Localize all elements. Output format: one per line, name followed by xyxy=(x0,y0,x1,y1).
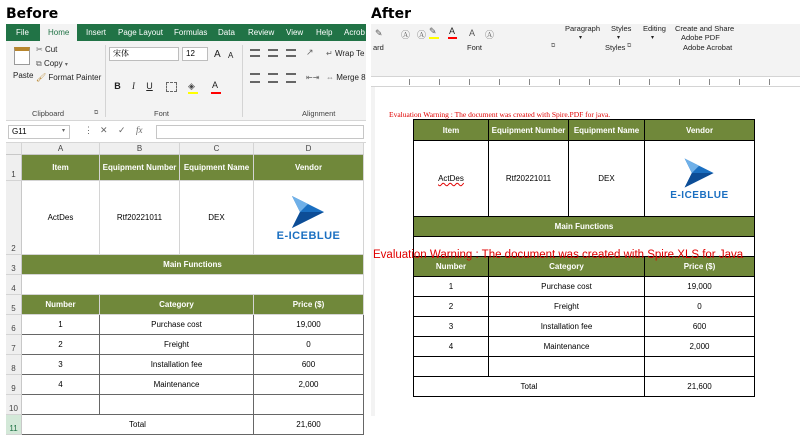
align-center-icon[interactable] xyxy=(268,73,278,83)
clipboard-group-label: ard xyxy=(373,43,384,52)
header-cell-vendor[interactable]: Vendor xyxy=(254,155,364,181)
column-header-d[interactable]: D xyxy=(254,143,364,155)
empty-cell-row10[interactable] xyxy=(254,395,364,415)
chevron-down-icon: ▾ xyxy=(579,35,583,41)
dialog-launcher-icon[interactable]: ⧉ xyxy=(627,43,632,49)
font-color-bar xyxy=(211,92,221,94)
cell-vendor-logo[interactable] xyxy=(254,181,364,255)
empty-cell[interactable] xyxy=(489,357,645,377)
cell-category[interactable]: Installation fee xyxy=(489,317,645,337)
shrink-font-button[interactable]: A xyxy=(228,51,234,60)
cell-category[interactable]: Freight xyxy=(489,297,645,317)
font-name-select[interactable]: 宋体 xyxy=(109,47,179,61)
column-header-a[interactable]: A xyxy=(22,143,100,155)
copy-label: Copy xyxy=(43,59,63,68)
header-cell-item[interactable]: Item xyxy=(22,155,100,181)
ruler-tick xyxy=(439,79,440,85)
formula-bar xyxy=(6,121,366,143)
create-share-button[interactable]: Create and Share xyxy=(675,24,735,33)
row-header[interactable]: 6 xyxy=(6,315,22,335)
column-header-b[interactable]: B xyxy=(100,143,180,155)
header-cell-price[interactable]: Price ($) xyxy=(645,257,755,277)
chevron-down-icon: ▾ xyxy=(64,62,68,68)
tab-view[interactable]: View xyxy=(286,28,304,37)
font-group-label: Font xyxy=(467,43,483,52)
cell-category[interactable]: Maintenance xyxy=(100,375,254,395)
copy-button[interactable] xyxy=(36,59,68,69)
tab-formulas[interactable]: Formulas xyxy=(174,28,208,37)
formula-input[interactable] xyxy=(156,125,364,139)
ribbon-separator xyxy=(105,45,106,117)
fill-color-bar xyxy=(188,92,198,94)
italic-button[interactable]: I xyxy=(132,81,135,91)
cell-price[interactable]: 19,000 xyxy=(254,315,364,335)
wrap-text-button[interactable] xyxy=(326,49,364,58)
align-right-icon[interactable] xyxy=(286,73,296,83)
enter-icon[interactable]: ✓ xyxy=(118,125,126,135)
insert-function-button[interactable]: fx xyxy=(136,125,143,135)
row-header[interactable]: 7 xyxy=(6,335,22,355)
dialog-launcher-icon[interactable]: ⧉ xyxy=(94,110,99,116)
ruler-tick xyxy=(649,79,650,85)
cancel-icon[interactable]: ✕ xyxy=(100,125,108,135)
ruler-tick xyxy=(739,79,740,85)
cell-number[interactable]: 3 xyxy=(413,317,489,337)
paste-button[interactable]: Paste xyxy=(13,71,34,80)
orientation-icon[interactable]: ↗ xyxy=(306,47,314,57)
empty-cell-row10[interactable] xyxy=(100,395,254,415)
formula-dots-icon: ⋮ xyxy=(84,125,93,135)
cell-item[interactable]: ActDes xyxy=(22,181,100,255)
spreadsheet-grid xyxy=(6,143,366,433)
total-label-cell[interactable]: Total xyxy=(413,377,645,397)
header-cell-item[interactable]: Item xyxy=(413,119,489,141)
cell-number[interactable]: 1 xyxy=(413,277,489,297)
cell-category[interactable]: Maintenance xyxy=(489,337,645,357)
tab-acrobat[interactable]: Acrob xyxy=(344,28,365,37)
logo-text: E-ICEBLUE xyxy=(276,229,341,242)
header-cell-equipment-number[interactable]: Equipment Number xyxy=(489,119,569,141)
ruler-tick xyxy=(769,79,770,85)
tab-insert[interactable]: Insert xyxy=(86,28,107,37)
row-header[interactable]: 2 xyxy=(6,181,22,255)
ruler-tick xyxy=(709,79,710,85)
before-heading: Before xyxy=(6,6,59,22)
cell-price[interactable]: 2,000 xyxy=(254,375,364,395)
merge-icon: ⇔ xyxy=(326,73,334,82)
header-cell-equipment-number[interactable]: Equipment Number xyxy=(100,155,180,181)
row-header[interactable]: 9 xyxy=(6,375,22,395)
ruler-tick xyxy=(679,79,680,85)
row-header[interactable]: 4 xyxy=(6,275,22,295)
ruler-tick xyxy=(589,79,590,85)
cell-price[interactable]: 19,000 xyxy=(645,277,755,297)
wrap-text-label: Wrap Te xyxy=(334,49,365,58)
align-left-icon[interactable] xyxy=(250,73,260,83)
total-value-cell[interactable]: 21,600 xyxy=(645,377,755,397)
cut-label: Cut xyxy=(44,45,58,54)
chevron-down-icon: ▾ xyxy=(617,35,621,41)
evaluation-warning-xls: Evaluation Warning : The document was created with Spire.XLS for Java xyxy=(373,249,744,261)
tab-data[interactable]: Data xyxy=(218,28,235,37)
chevron-down-icon: ▾ xyxy=(651,35,655,41)
alignment-group-label: Alignment xyxy=(302,109,336,118)
tab-home[interactable]: Home xyxy=(40,24,77,41)
e-iceblue-logo xyxy=(277,194,341,242)
ruler-tick xyxy=(469,79,470,85)
highlight-icon[interactable]: ✎ xyxy=(429,26,437,36)
cell-vendor-logo[interactable] xyxy=(645,141,755,217)
paragraph-button[interactable]: Paragraph xyxy=(565,24,601,33)
select-all-corner[interactable] xyxy=(6,143,22,155)
clear-format-icon[interactable]: Ⓐ xyxy=(401,30,411,40)
iceblue-logo-icon xyxy=(288,194,330,230)
bold-button[interactable]: B xyxy=(114,81,121,91)
word-ribbon xyxy=(371,24,800,77)
cell-price[interactable]: 2,000 xyxy=(645,337,755,357)
empty-cell-row10[interactable] xyxy=(22,395,100,415)
cell-number[interactable]: 3 xyxy=(22,355,100,375)
cell-category[interactable]: Freight xyxy=(100,335,254,355)
underline-button[interactable]: U xyxy=(146,81,153,91)
cell-item[interactable] xyxy=(413,141,489,217)
e-iceblue-logo xyxy=(670,156,728,201)
cell-category[interactable]: Purchase cost xyxy=(489,277,645,297)
header-cell-category[interactable]: Category xyxy=(100,295,254,315)
borders-icon[interactable] xyxy=(166,82,177,92)
chevron-down-icon[interactable]: ▾ xyxy=(62,128,66,134)
font-color-button[interactable]: A xyxy=(212,80,219,90)
cell-number[interactable]: 2 xyxy=(413,297,489,317)
align-middle-icon[interactable] xyxy=(268,49,278,57)
cell-price[interactable]: 600 xyxy=(254,355,364,375)
tab-review[interactable]: Review xyxy=(248,28,275,37)
ruler-tick xyxy=(619,79,620,85)
ruler-tick xyxy=(409,79,410,85)
change-case-icon[interactable]: Ⓐ xyxy=(485,30,495,40)
cell-price[interactable]: 0 xyxy=(254,335,364,355)
merge-label: Merge 8 xyxy=(336,73,366,82)
wrap-icon: ↵ xyxy=(326,49,333,58)
paste-icon[interactable] xyxy=(14,47,30,65)
cell-price[interactable]: 600 xyxy=(645,317,755,337)
cut-button[interactable] xyxy=(36,45,57,54)
text-effects-icon[interactable]: Ⓐ xyxy=(417,30,427,40)
adobe-pdf-label: Adobe PDF xyxy=(681,33,720,42)
grow-font-button[interactable]: A xyxy=(214,49,221,60)
ruler-tick xyxy=(529,79,530,85)
header-cell-category[interactable]: Category xyxy=(489,257,645,277)
main-functions-header[interactable]: Main Functions xyxy=(22,255,364,275)
row-header[interactable]: 3 xyxy=(6,255,22,275)
excel-window xyxy=(6,24,366,433)
tab-file[interactable]: File xyxy=(16,28,29,37)
ruler-tick xyxy=(499,79,500,85)
header-cell-equipment-name[interactable]: Equipment Name xyxy=(569,119,645,141)
cell-price[interactable]: 0 xyxy=(645,297,755,317)
row-header-active[interactable]: 11 xyxy=(6,415,22,435)
font-size-select[interactable]: 12 xyxy=(182,47,208,61)
font-group-label: Font xyxy=(154,109,170,118)
header-cell-vendor[interactable]: Vendor xyxy=(645,119,755,141)
column-header-c[interactable]: C xyxy=(180,143,254,155)
cell-number[interactable]: 1 xyxy=(22,315,100,335)
cell-number[interactable]: 4 xyxy=(22,375,100,395)
scissors-icon: ✂ xyxy=(36,45,43,54)
cell-equipment-number[interactable]: Rtf20221011 xyxy=(489,141,569,217)
tab-page-layout[interactable]: Page Layout xyxy=(118,28,163,37)
brush-icon: 🖌 xyxy=(36,73,47,82)
total-label-cell[interactable]: Total xyxy=(22,415,254,435)
header-cell-number[interactable]: Number xyxy=(413,257,489,277)
total-value-cell[interactable]: 21,600 xyxy=(254,415,364,435)
cell-equipment-number[interactable]: Rtf20221011 xyxy=(100,181,180,255)
editing-button[interactable]: Editing xyxy=(643,24,666,33)
font-color-button[interactable]: A xyxy=(449,26,456,36)
grow-font-icon[interactable]: A xyxy=(469,28,476,38)
document-page[interactable] xyxy=(375,87,800,416)
align-bottom-icon[interactable] xyxy=(286,49,296,57)
evaluation-warning-pdf: Evaluation Warning : The document was created with Spire.PDF for java. xyxy=(389,110,611,119)
cell-number[interactable]: 2 xyxy=(22,335,100,355)
row-header[interactable]: 1 xyxy=(6,155,22,181)
main-functions-header[interactable]: Main Functions xyxy=(413,217,755,237)
horizontal-ruler[interactable] xyxy=(371,77,800,87)
logo-text: E-ICEBLUE xyxy=(670,190,729,201)
row-header[interactable]: 8 xyxy=(6,355,22,375)
cell-equipment-name[interactable]: DEX xyxy=(569,141,645,217)
header-cell-equipment-name[interactable]: Equipment Name xyxy=(180,155,254,181)
dialog-launcher-icon[interactable]: ⧉ xyxy=(551,43,556,49)
styles-button[interactable]: Styles xyxy=(611,24,632,33)
format-painter-button[interactable] xyxy=(36,73,101,82)
fill-color-icon[interactable]: ◈ xyxy=(188,81,195,91)
empty-cell-row4[interactable] xyxy=(22,275,364,295)
header-cell-number[interactable]: Number xyxy=(22,295,100,315)
pin-icon[interactable]: ✎ xyxy=(375,28,383,38)
cell-category[interactable]: Purchase cost xyxy=(100,315,254,335)
styles-group-label: Styles xyxy=(605,43,626,52)
adobe-group-label: Adobe Acrobat xyxy=(683,43,733,52)
cell-equipment-name[interactable]: DEX xyxy=(180,181,254,255)
empty-cell[interactable] xyxy=(645,357,755,377)
clipboard-group-label: Clipboard xyxy=(32,109,65,118)
font-color-bar xyxy=(448,37,457,39)
row-header[interactable]: 5 xyxy=(6,295,22,315)
tab-help[interactable]: Help xyxy=(316,28,333,37)
after-heading: After xyxy=(371,6,412,22)
ribbon-separator xyxy=(242,45,243,117)
item-text: ActDes xyxy=(438,174,464,183)
merge-button[interactable] xyxy=(326,73,366,82)
cell-category[interactable]: Installation fee xyxy=(100,355,254,375)
indent-icon[interactable]: ⇤⇥ xyxy=(306,73,320,82)
empty-cell[interactable] xyxy=(413,357,489,377)
word-window xyxy=(371,24,800,416)
highlight-color-bar xyxy=(429,37,439,39)
ruler-tick xyxy=(559,79,560,85)
cell-number[interactable]: 4 xyxy=(413,337,489,357)
format-painter-label: Format Painter xyxy=(48,73,102,82)
copy-icon: ⧉ xyxy=(36,59,42,68)
ribbon-tab-bar xyxy=(6,24,366,41)
row-header[interactable]: 10 xyxy=(6,395,22,415)
home-ribbon xyxy=(6,41,366,121)
iceblue-logo-icon xyxy=(681,156,719,190)
header-cell-price[interactable]: Price ($) xyxy=(254,295,364,315)
name-box[interactable]: G11 xyxy=(8,125,70,139)
align-top-icon[interactable] xyxy=(250,49,260,57)
